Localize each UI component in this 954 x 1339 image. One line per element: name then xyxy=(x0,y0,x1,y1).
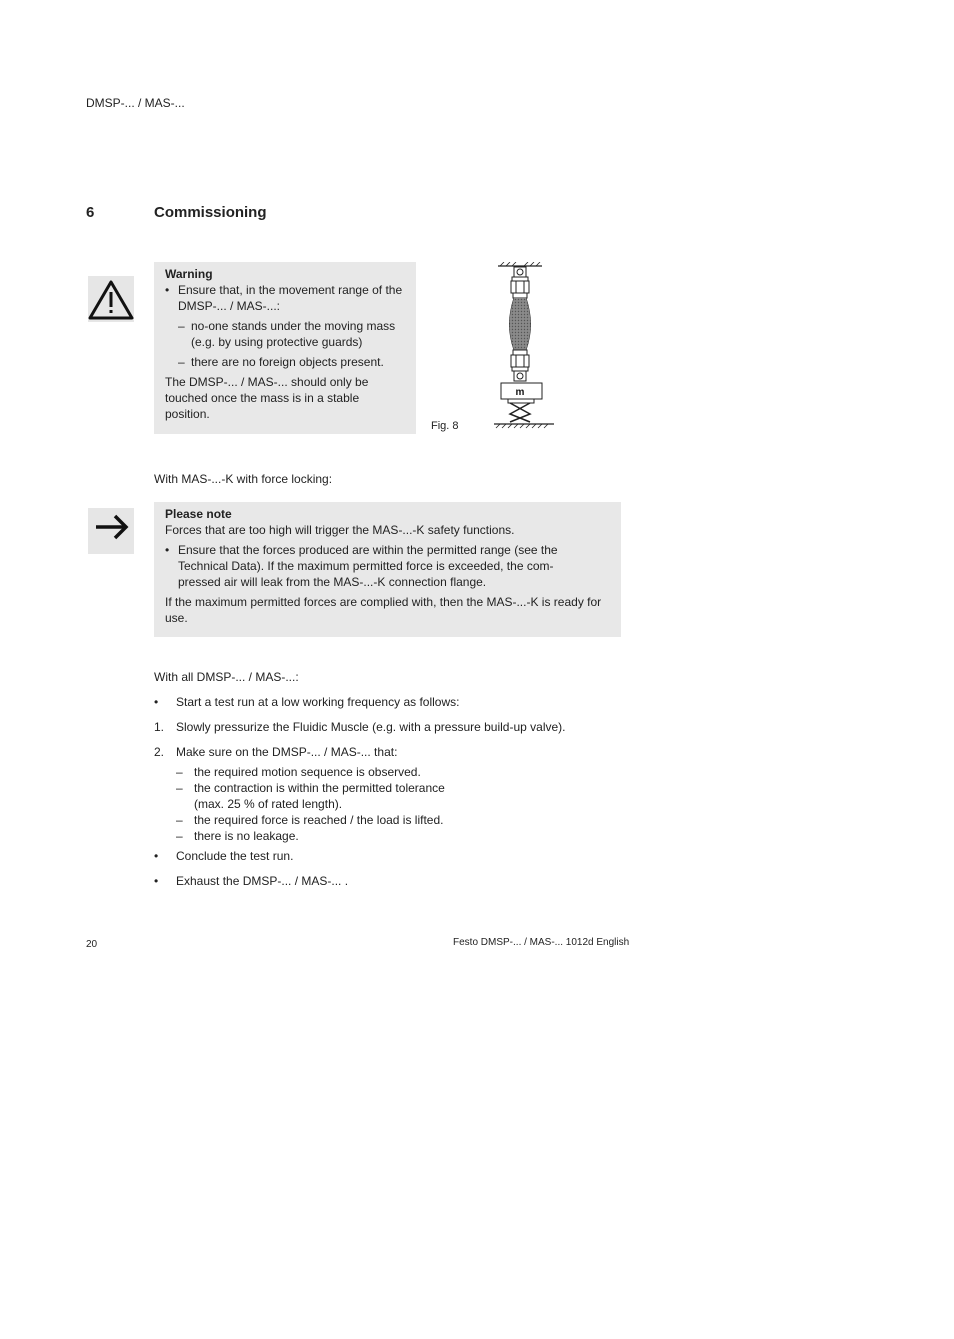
step-text: Exhaust the DMSP-... / MAS-... . xyxy=(176,874,349,888)
step-1 xyxy=(154,719,624,735)
bullet-marker: • xyxy=(165,283,170,297)
dash-marker: – xyxy=(176,765,183,779)
note-icon-box xyxy=(88,508,134,554)
step-number: 1. xyxy=(154,720,165,734)
note-line-1: Forces that are too high will trigger the MAS-...-K safety functions. xyxy=(165,523,515,537)
step-2-sub-4 xyxy=(176,828,624,844)
bullet-marker: • xyxy=(154,874,159,888)
step-text: Conclude the test run. xyxy=(176,849,294,863)
note-closing: If the maximum permitted forces are complied with, then the MAS-...-K is ready for use. xyxy=(165,595,602,625)
warning-icon-box xyxy=(88,276,134,322)
note-box xyxy=(154,502,621,637)
warning-title: Warning xyxy=(165,267,213,281)
figure-label: Fig. 8 xyxy=(431,420,459,432)
mass-label: m xyxy=(515,387,525,398)
page-number: 20 xyxy=(86,939,98,950)
fluidic-muscle-figure xyxy=(490,262,560,434)
warning-dash-2 xyxy=(178,354,406,370)
footer-document-id: Festo DMSP-... / MAS-... 1012d English xyxy=(453,937,630,948)
bullet-marker: • xyxy=(154,695,159,709)
note-bullet-text: Ensure that the forces produced are within the permitted range (see the Technical Data). If the maximum permitted force is exceeded, the com-pressed air will leak from the MAS-...-K connection flange. xyxy=(178,543,558,589)
warning-box xyxy=(154,262,416,434)
sub-text: the required motion sequence is observed. xyxy=(194,765,421,779)
step-number: 2. xyxy=(154,745,165,759)
arrow-right-icon xyxy=(88,508,134,554)
step-text: Start a test run at a low working frequency as follows: xyxy=(176,695,460,709)
step-bullet-start xyxy=(154,694,624,710)
commissioning-steps xyxy=(154,694,624,889)
warning-dash-1-text: no-one stands under the moving mass (e.g. by using protective guards) xyxy=(191,319,396,349)
warning-bullet xyxy=(165,282,406,314)
step-2-sub-3 xyxy=(176,812,624,828)
warning-closing: The DMSP-... / MAS-... should only be touched once the mass is in a stable position. xyxy=(165,375,369,421)
step-text: Slowly pressurize the Fluidic Muscle (e.g. with a pressure build-up valve). xyxy=(176,720,566,734)
step-2-sub-2 xyxy=(176,780,624,812)
step-text: Make sure on the DMSP-... / MAS-... that: xyxy=(176,745,398,759)
bullet-marker: • xyxy=(165,543,170,557)
note-bullet xyxy=(165,542,611,590)
intro-all-devices: With all DMSP-... / MAS-...: xyxy=(154,670,299,684)
dash-marker: – xyxy=(176,813,183,827)
warning-bullet-text: Ensure that, in the movement range of the DMSP-... / MAS-...: xyxy=(178,283,403,313)
step-2-sub-1 xyxy=(176,764,624,780)
section-number: 6 xyxy=(86,204,95,221)
running-header: DMSP-... / MAS-... xyxy=(86,96,185,110)
sub-text: the contraction is within the permitted tolerance (max. 25 % of rated length). xyxy=(194,781,445,811)
step-bullet-conclude xyxy=(154,848,624,864)
warning-dash-2-text: there are no foreign objects present. xyxy=(191,355,384,369)
note-title: Please note xyxy=(165,507,232,521)
dash-marker: – xyxy=(178,319,185,333)
dash-marker: – xyxy=(178,355,185,369)
dash-marker: – xyxy=(176,781,183,795)
sub-text: the required force is reached / the load is lifted. xyxy=(194,813,444,827)
warning-triangle-icon xyxy=(88,276,134,322)
dash-marker: – xyxy=(176,829,183,843)
step-2 xyxy=(154,744,624,760)
warning-dash-1 xyxy=(178,318,406,350)
step-bullet-exhaust xyxy=(154,873,624,889)
intro-force-locking: With MAS-...-K with force locking: xyxy=(154,472,333,486)
sub-text: there is no leakage. xyxy=(194,829,299,843)
bullet-marker: • xyxy=(154,849,159,863)
section-title: Commissioning xyxy=(154,204,267,221)
